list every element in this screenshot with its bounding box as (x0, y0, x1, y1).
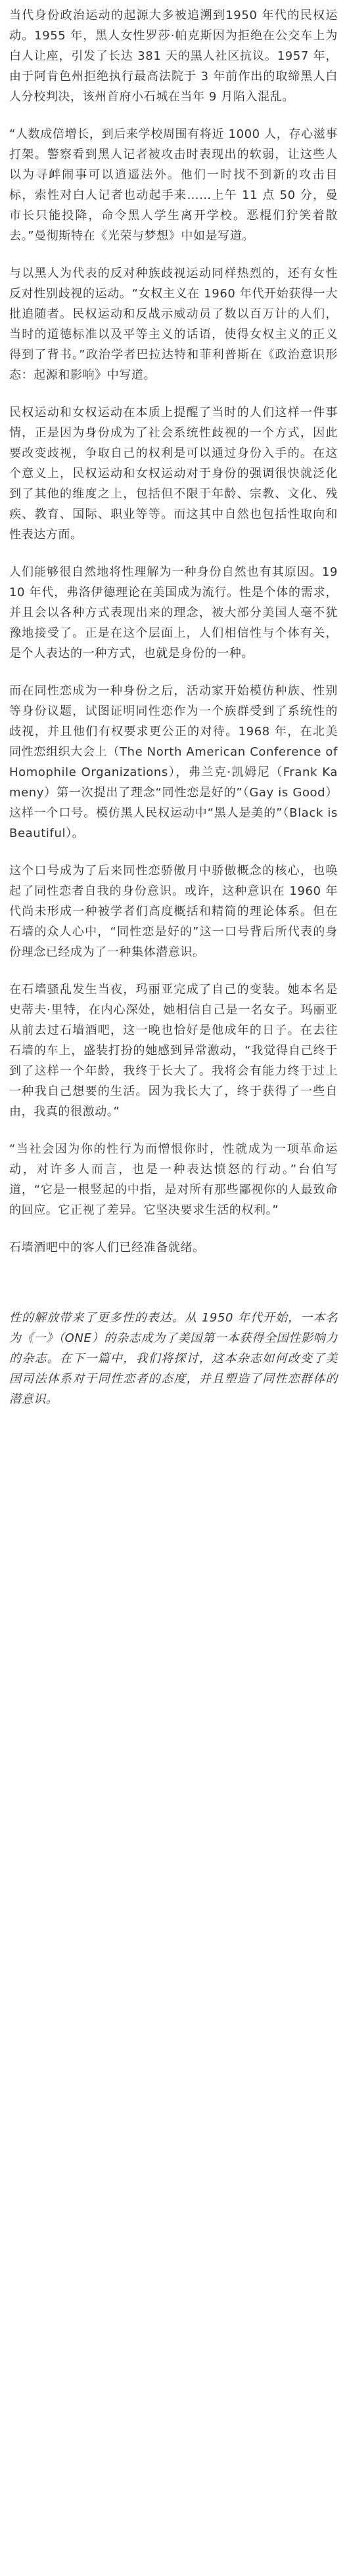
paragraph-3: 与以黑人为代表的反对种族歧视运动同样热烈的，还有女性反对性别歧视的运动。“女权主义在 1960 年代开始获得一大批追随者。民权运动和反战示威动员了数以百万计的人们，当时的道德标准以及平等主义的话语，使得女权主义的正义得到了背书。”政治学者巴拉达特和菲利普斯在《政治意识形态：起源和影响》中写道。 (9, 267, 338, 382)
paragraph-8: 在石墙骚乱发生当夜，玛丽亚完成了自己的变装。她本名是史蒂夫·里特，在内心深处，她相信自己是一名女子。玛丽亚从前去过石墙酒吧，这一晚也恰好是他成年的日子。在去往石墙的车上，盛装打扮的她感到异常激动，“我觉得自己终于到了这样一个年龄，我终于长大了。我将会有能力终于过上一种我自己想要的生活。因为我长大了，终于获得了一些自由，我真的很激动。” (9, 983, 338, 1119)
paragraph-1: 当代身份政治运动的起源大多被追溯到1950 年代的民权运动。1955 年，黑人女性罗莎·帕克斯因为拒绝在公交车上为白人让座，引发了长达 381 天的黑人社区抗议。1957 年，由于阿肯色州拒绝执行最高法院于 3 年前作出的取缔黑人白人分校判决，该州首府小石城在当年 9 月陷入混乱。 (9, 9, 338, 104)
paragraph-4: 民权运动和女权运动在本质上提醒了当时的人们这样一件事情，正是因为身份成为了社会系统性歧视的一个方式，因此要改变歧视，争取自己的权利是可以通过身份入手的。在这个意义上，民权运动和女权运动对于身份的强调很快就泛化到了其他的维度之上，包括但不限于年龄、宗教、文化、残疾、教育、国际、职业等等。而这其中自然也包括性取向和性表达方面。 (9, 406, 338, 542)
paragraph-7: 这个口号成为了后来同性恋骄傲月中骄傲概念的核心，也唤起了同性恋者自我的身份意识。或许，这种意识在 1960 年代尚未形成一种被学者们高度概括和精简的理论体系。但在石墙的众人心中，“同性恋是好的”这一口号背后所代表的身份理念已经成为了一种集体潜意识。 (9, 864, 338, 959)
next-issue-note: 性的解放带来了更多性的表达。从 1950 年代开始，一本名为《一》（ONE）的杂志成为了美国第一本获得全国性影响力的杂志。在下一篇中，我们将探讨，这本杂志如何改变了美国司法体系对于同性恋者的态度，并且塑造了同性恋群体的潜意识。 (9, 1311, 338, 1406)
paragraph-9: “当社会因为你的性行为而憎恨你时，性就成为一项革命运动，对许多人而言，也是一种表达愤怒的行动。”台伯写道，“它是一根竖起的中指，是对所有那些鄙视你的人最致命的回应。它正视了差异。它坚决要求生活的权利。” (9, 1142, 338, 1217)
paragraph-6: 而在同性恋成为一种身份之后，活动家开始模仿种族、性别等身份议题，试图证明同性恋作为一个族群受到了系统性的歧视，并且他们有权要求更公正的对待。1968 年，在北美同性恋组织大会上（The North American Conference of Homophile Organizations），弗兰克·凯姆尼（Frank Kameny）第一次提出了理念“同性恋是好的”（Gay is Good）这样一个口号。模仿黑人民权运动中“黑人是美的”（Black is Beautiful）。 (9, 684, 338, 840)
paragraph-5: 人们能够很自然地将性理解为一种身份自然也有其原因。1910 年代，弗洛伊德理论在美国成为流行。性是个体的需求，并且会以各种方式表现出来的理念，被大部分美国人毫不犹豫地接受了。正是在这个层面上，人们相信性与个体有关，是个人表达的一种方式，也就是身份的一种。 (9, 565, 338, 660)
paragraph-10: 石墙酒吧中的客人们已经准备就绪。 (9, 1241, 205, 1255)
paragraph-2: “人数成倍增长，到后来学校周围有将近 1000 人，存心滋事打架。警察看到黑人记者被攻击时表现出的软弱，让这些人以为寻衅闹事可以逍遥法外。他们一时找不到新的攻击目标，索性对白人记者也动起手来……上午 11 点 50 分，曼市长只能投降，命令黑人学生离开学校。恶棍们狞笑着散去。”曼彻斯特在《光荣与梦想》中如是写道。 (9, 127, 338, 243)
section-gap (9, 1275, 338, 1308)
